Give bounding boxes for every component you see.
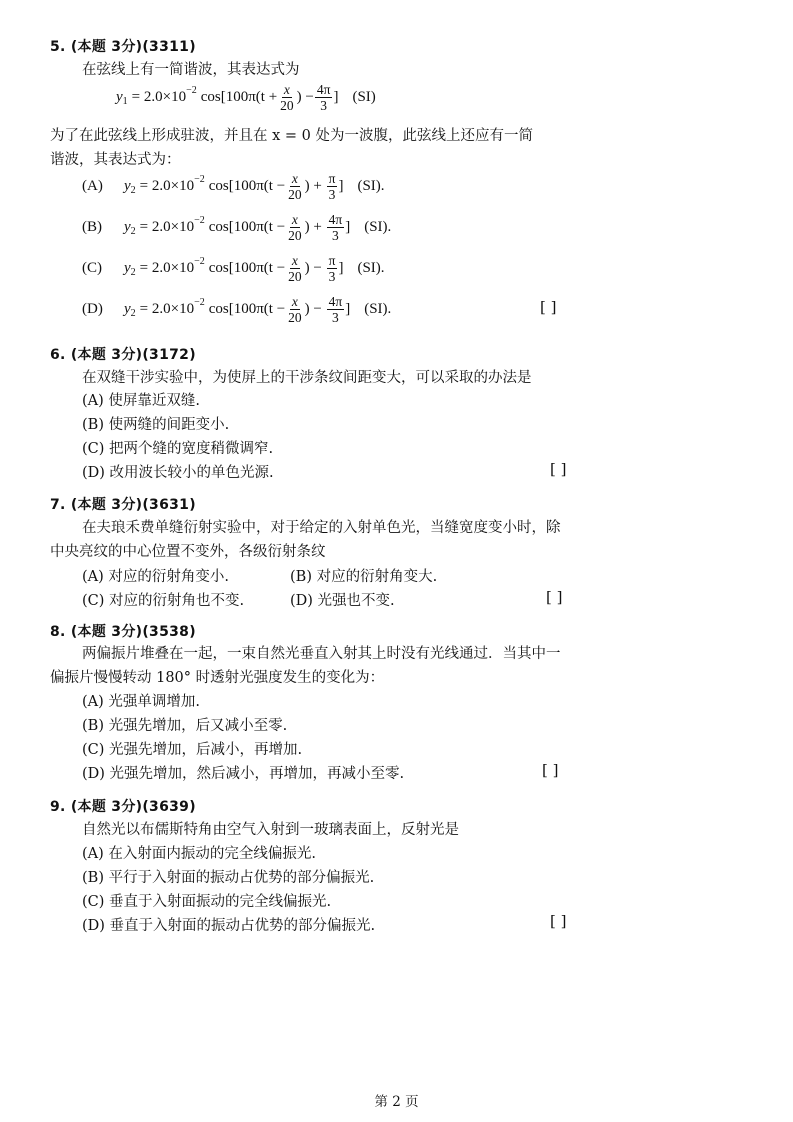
q7-text2: 中央亮纹的中心位置不变外，各级衍射条纹 <box>50 544 326 560</box>
q5-option-b[interactable]: (B) y 2 = 2.0×10 −2 cos[100π(t − $\frac{x}{20}$ ) + $\frac{4\pi}{3}$ ] (SI). <box>82 211 392 243</box>
q5-formula-frac: $\frac{x}{20}$ <box>280 81 294 113</box>
q5-header: 5. (本题 3分)(3311) <box>50 39 196 55</box>
q5-formula-sub: 1 <box>122 95 128 107</box>
q8-header: 8. (本题 3分)(3538) <box>50 624 196 640</box>
q7-text1: 在夫琅禾费单缝衍射实验中，对于给定的入射单色光，当缝宽度变小时，除 <box>82 520 561 536</box>
q9-answer-bracket[interactable]: [ ] <box>550 912 567 930</box>
q7-option-b[interactable]: (B) 对应的衍射角变大. <box>290 569 438 585</box>
q6-option-b[interactable]: (B) 使两缝的间距变小. <box>82 417 230 433</box>
q9-option-c[interactable]: (C) 垂直于入射面振动的完全线偏振光. <box>82 894 332 910</box>
q8-option-d[interactable]: (D) 光强先增加，然后减小，再增加，再减小至零. <box>82 766 405 782</box>
q9-option-d[interactable]: (D) 垂直于入射面的振动占优势的部分偏振光. <box>82 918 376 934</box>
q8-answer-bracket[interactable]: [ ] <box>542 761 559 779</box>
q5-formula-coef: = 2.0×10 <box>131 88 187 105</box>
q8-option-a[interactable]: (A) 光强单调增加. <box>82 694 201 710</box>
q5-option-d[interactable]: (D) y 2 = 2.0×10 −2 cos[100π(t − $\frac{x}{20}$ ) − $\frac{4\pi}{3}$ ] (SI). <box>82 293 392 325</box>
q8-text1: 两偏振片堆叠在一起，一束自然光垂直入射其上时没有光线通过．当其中一 <box>82 646 561 662</box>
q9-header: 9. (本题 3分)(3639) <box>50 799 196 815</box>
q9-option-a[interactable]: (A) 在入射面内振动的完全线偏振光. <box>82 846 317 862</box>
q5-formula-lhs: y <box>116 88 123 105</box>
q8-option-b[interactable]: (B) 光强先增加，后又减小至零. <box>82 718 288 734</box>
q6-header: 6. (本题 3分)(3172) <box>50 347 196 363</box>
q5-formula-exp: −2 <box>186 84 197 96</box>
q9-option-b[interactable]: (B) 平行于入射面的振动占优势的部分偏振光. <box>82 870 375 886</box>
q5-text2: 谐波，其表达式为： <box>50 152 181 168</box>
q5-formula-unit: (SI) <box>352 88 376 105</box>
q5-formula-body2: ) − <box>296 88 314 105</box>
q5-formula-body3: ] <box>333 88 339 105</box>
q8-option-c[interactable]: (C) 光强先增加，后减小，再增加. <box>82 742 303 758</box>
q6-intro: 在双缝干涉实验中，为使屏上的干涉条纹间距变大，可以采取的办法是 <box>82 370 532 386</box>
q5-answer-bracket[interactable]: [ ] <box>540 298 557 316</box>
q7-option-a[interactable]: (A) 对应的衍射角变小. <box>82 569 230 585</box>
q6-option-a[interactable]: (A) 使屏靠近双缝. <box>82 393 201 409</box>
q7-option-c[interactable]: (C) 对应的衍射角也不变. <box>82 593 245 609</box>
q7-option-d[interactable]: (D) 光强也不变. <box>290 593 395 609</box>
q6-option-d[interactable]: (D) 改用波长较小的单色光源. <box>82 465 274 481</box>
q5-intro: 在弦线上有一简谐波，其表达式为 <box>82 62 300 78</box>
page-number: 第 2 页 <box>374 1094 419 1110</box>
q9-intro: 自然光以布儒斯特角由空气入射到一玻璃表面上，反射光是 <box>82 822 459 838</box>
q5-option-a[interactable]: (A) y 2 = 2.0×10 −2 cos[100π(t − $\frac{x}{20}$ ) + $\frac{\pi}{3}$ ] (SI). <box>82 170 385 202</box>
q5-formula-phase: $\frac{4\pi}{3}$ <box>316 81 331 113</box>
q6-option-c[interactable]: (C) 把两个缝的宽度稍微调窄. <box>82 441 274 457</box>
q5-formula <box>116 76 376 118</box>
q5-text1: 为了在此弦线上形成驻波，并且在 x = 0 处为一波腹，此弦线上还应有一简 <box>50 128 533 144</box>
q6-answer-bracket[interactable]: [ ] <box>550 460 567 478</box>
q5-formula-body1: cos[100π(t + <box>200 88 278 105</box>
q5-option-c[interactable]: (C) y 2 = 2.0×10 −2 cos[100π(t − $\frac{x}{20}$ ) − $\frac{\pi}{3}$ ] (SI). <box>82 252 385 284</box>
q7-header: 7. (本题 3分)(3631) <box>50 497 196 513</box>
q7-answer-bracket[interactable]: [ ] <box>546 588 563 606</box>
q8-text2: 偏振片慢慢转动 180° 时透射光强度发生的变化为： <box>50 670 385 686</box>
